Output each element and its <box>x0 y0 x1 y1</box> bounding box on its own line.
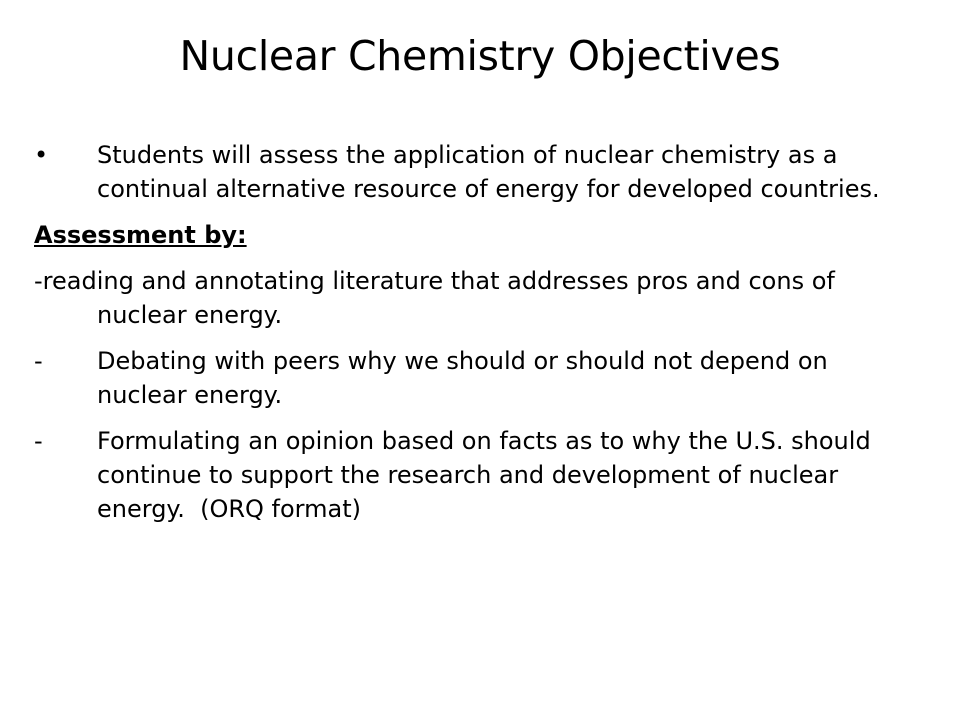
assessment-item-text: -reading and annotating literature that addresses pros and cons of nuclear energy. <box>34 267 835 329</box>
assessment-heading: Assessment by: <box>34 221 247 249</box>
slide-title: Nuclear Chemistry Objectives <box>179 32 781 80</box>
assessment-item-text: Formulating an opinion based on facts as to why the U.S. should continue to support the research and development of nuclear energy. (ORQ format) <box>97 427 879 523</box>
slide-body <box>34 138 914 538</box>
dash-icon: - <box>34 427 43 455</box>
assessment-item-debating <box>34 344 914 412</box>
assessment-item-reading <box>34 264 914 332</box>
objective-bullet <box>34 138 914 206</box>
bullet-icon: • <box>34 141 49 169</box>
objective-text: Students will assess the application of nuclear chemistry as a continual alternative resource of energy for developed countries. <box>97 141 880 203</box>
assessment-item-formulating <box>34 424 914 526</box>
assessment-item-text: Debating with peers why we should or should not depend on nuclear energy. <box>97 347 828 409</box>
dash-icon: - <box>34 347 43 375</box>
